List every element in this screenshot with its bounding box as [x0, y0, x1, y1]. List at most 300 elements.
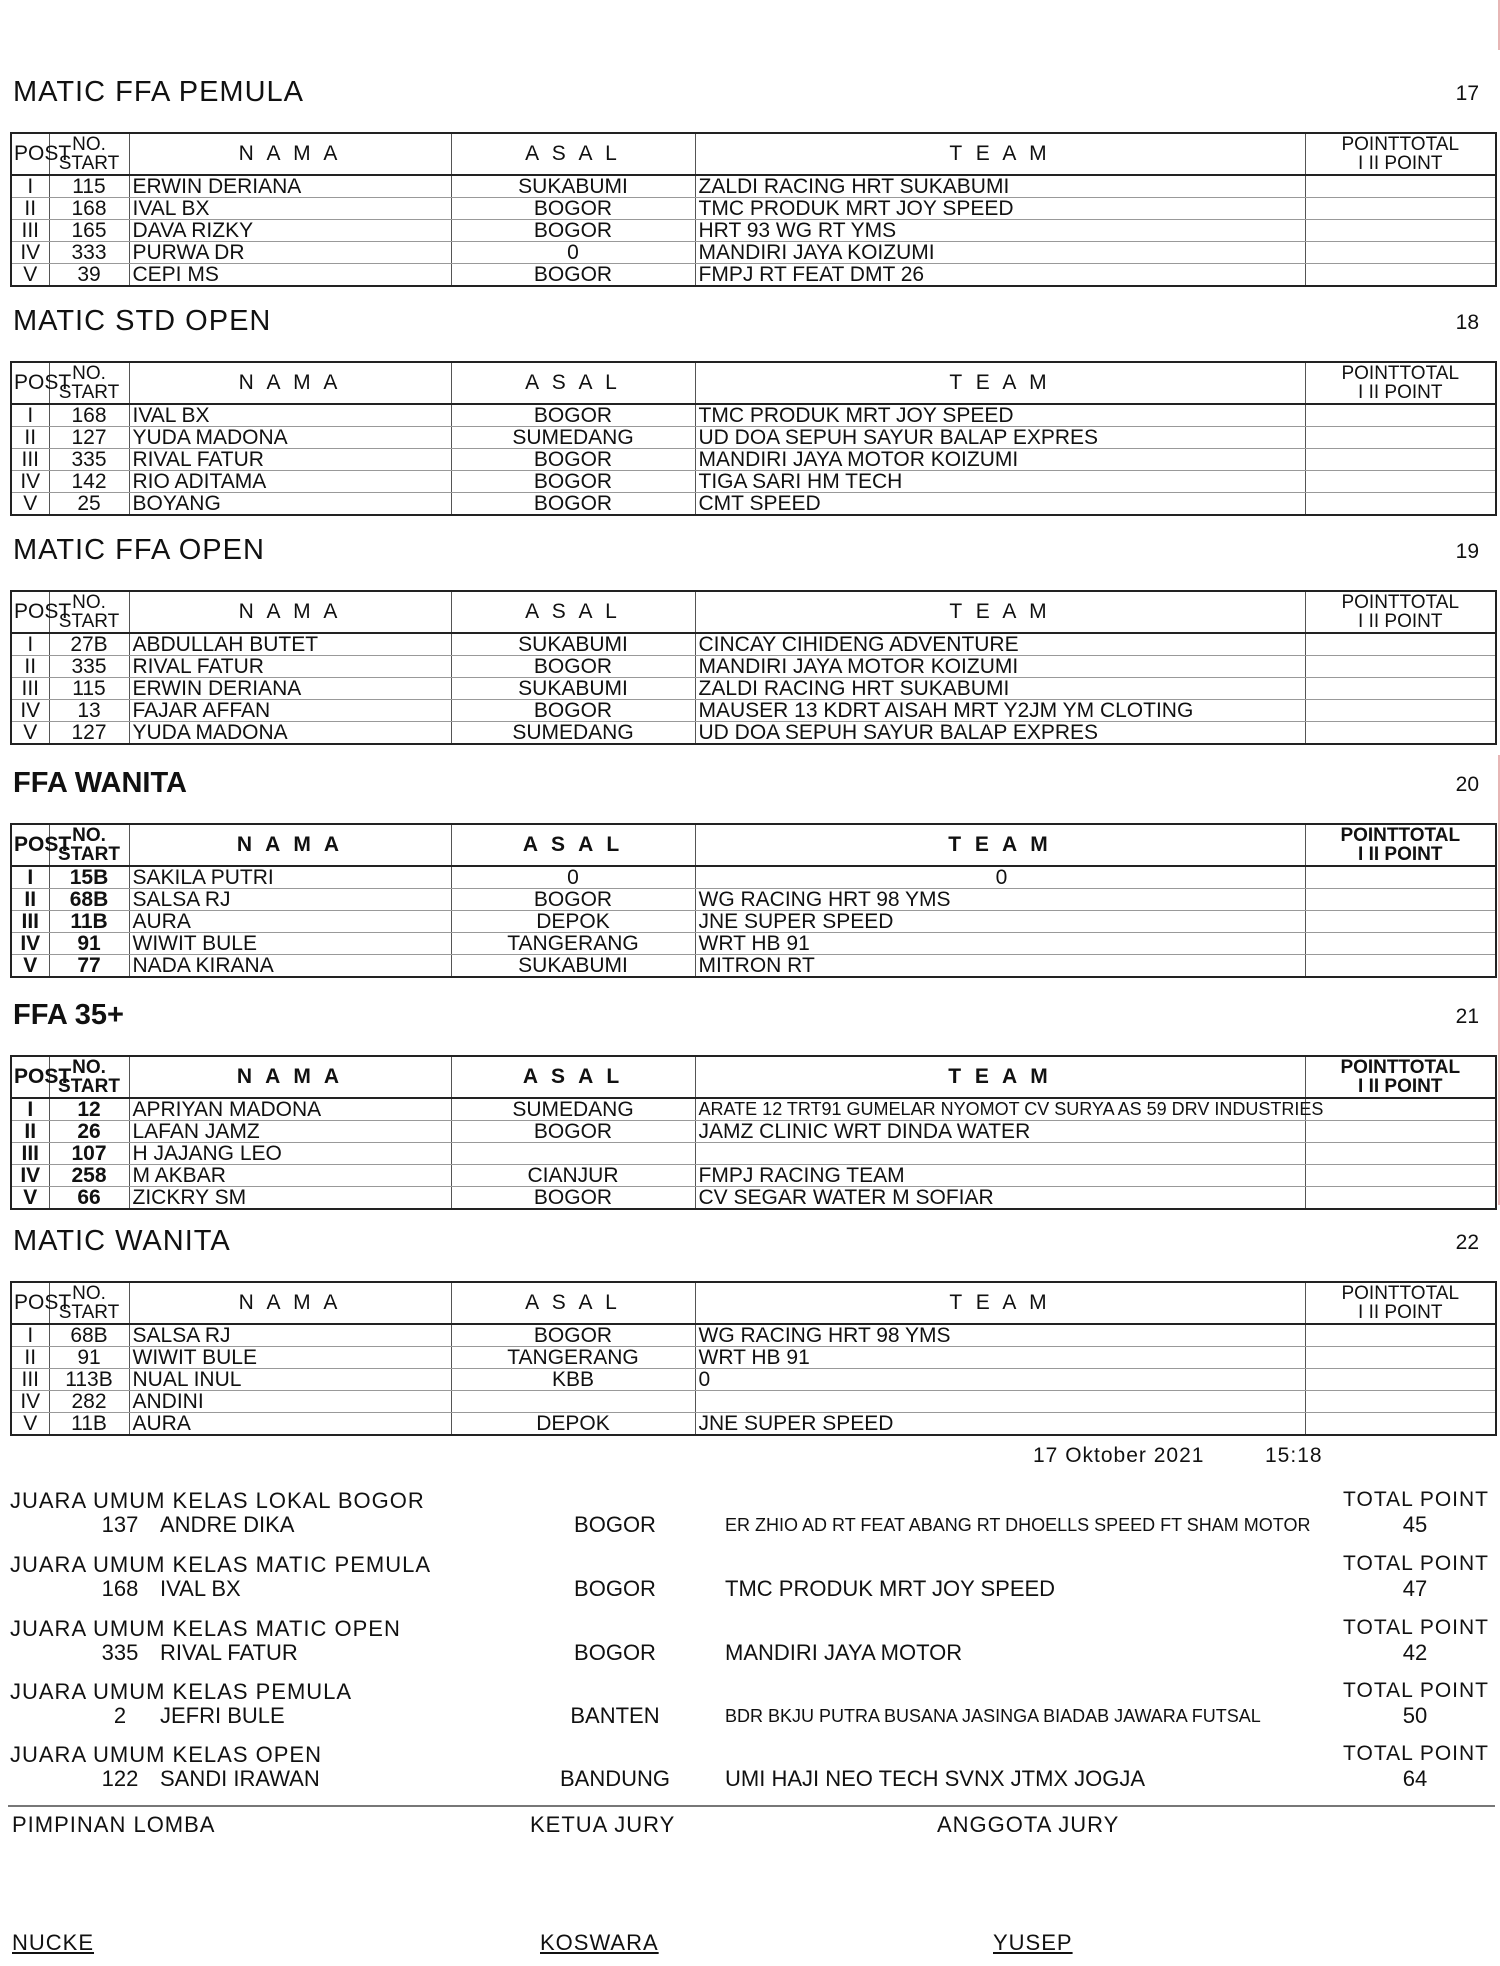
- header-point-rounds: I II: [1358, 1302, 1380, 1323]
- cell-pos: IV: [11, 242, 49, 264]
- cell-no: 168: [49, 404, 129, 427]
- cell-pos: III: [11, 1369, 49, 1391]
- cell-team: MANDIRI JAYA MOTOR KOIZUMI: [695, 449, 1305, 471]
- cell-pos: V: [11, 1413, 49, 1436]
- cell-nama: M AKBAR: [129, 1165, 451, 1187]
- cell-no: 127: [49, 427, 129, 449]
- cell-team: ZALDI RACING HRT SUKABUMI: [695, 175, 1305, 198]
- cell-asal: BOGOR: [451, 1121, 695, 1143]
- cell-no: 91: [49, 933, 129, 955]
- cell-team: FMPJ RT FEAT DMT 26: [695, 264, 1305, 287]
- award-label: JUARA UMUM KELAS MATIC PEMULA: [10, 1552, 431, 1577]
- header-total-point: POINT: [1384, 153, 1443, 174]
- cell-asal: BOGOR: [451, 198, 695, 220]
- cell-pos: II: [11, 656, 49, 678]
- cell-point: [1305, 678, 1496, 700]
- award-pemula: [10, 1679, 1495, 1735]
- award-total-point: 64: [1402, 1766, 1428, 1791]
- cell-asal: BOGOR: [451, 471, 695, 493]
- cell-no: 115: [49, 175, 129, 198]
- results-table: [10, 1055, 1497, 1210]
- header-start: START: [58, 611, 120, 632]
- table-row: [11, 955, 1496, 978]
- cell-point: [1305, 175, 1496, 198]
- header-total-point: POINT: [1384, 1076, 1443, 1097]
- cell-nama: DAVA RIZKY: [129, 220, 451, 242]
- header-nama: N A M A: [129, 133, 451, 175]
- cell-point: [1305, 1121, 1496, 1143]
- signature-name-anggota: YUSEP: [993, 1930, 1073, 1955]
- cell-no: 39: [49, 264, 129, 287]
- signature-divider: [8, 1805, 1495, 1807]
- cell-asal: BOGOR: [451, 889, 695, 911]
- cell-nama: SALSA RJ: [129, 889, 451, 911]
- cell-pos: III: [11, 678, 49, 700]
- cell-point: [1305, 242, 1496, 264]
- header-start: START: [58, 1076, 120, 1097]
- award-rider-name: IVAL BX: [160, 1576, 241, 1601]
- cell-nama: NADA KIRANA: [129, 955, 451, 978]
- cell-team: JAMZ CLINIC WRT DINDA WATER: [695, 1121, 1305, 1143]
- cell-asal: SUKABUMI: [451, 955, 695, 978]
- cell-no: 26: [49, 1121, 129, 1143]
- header-total: TOTAL: [1398, 1057, 1461, 1078]
- cell-nama: ZICKRY SM: [129, 1187, 451, 1210]
- table-row: [11, 471, 1496, 493]
- cell-point: [1305, 955, 1496, 978]
- header-asal: A S A L: [451, 133, 695, 175]
- cell-asal: BOGOR: [451, 493, 695, 516]
- cell-no: 68B: [49, 889, 129, 911]
- table-row: [11, 911, 1496, 933]
- header-point-total: [1305, 1282, 1496, 1324]
- cell-point: [1305, 1143, 1496, 1165]
- award-rider-name: JEFRI BULE: [160, 1703, 285, 1728]
- header-point: POINT: [1341, 592, 1400, 613]
- header-no-start: [49, 362, 129, 404]
- cell-nama: LAFAN JAMZ: [129, 1121, 451, 1143]
- cell-pos: V: [11, 1187, 49, 1210]
- header-point-rounds: I II: [1358, 611, 1380, 632]
- cell-point: [1305, 198, 1496, 220]
- cell-asal: CIANJUR: [451, 1165, 695, 1187]
- header-total-point: POINT: [1384, 382, 1443, 403]
- cell-no: 12: [49, 1098, 129, 1121]
- section-number: 20: [1455, 773, 1479, 796]
- header-nama: N A M A: [129, 1282, 451, 1324]
- award-total-point: 42: [1402, 1640, 1428, 1665]
- cell-nama: SALSA RJ: [129, 1324, 451, 1347]
- cell-team: 0: [695, 1369, 1305, 1391]
- cell-asal: DEPOK: [451, 911, 695, 933]
- table-row: [11, 449, 1496, 471]
- header-point-total: [1305, 824, 1496, 866]
- table-row: [11, 1369, 1496, 1391]
- section-number: 21: [1455, 1005, 1479, 1028]
- table-row: [11, 427, 1496, 449]
- section-title: MATIC FFA OPEN: [13, 534, 265, 566]
- header-pos: POST: [11, 133, 49, 175]
- cell-point: [1305, 449, 1496, 471]
- cell-nama: RIO ADITAMA: [129, 471, 451, 493]
- cell-pos: II: [11, 1121, 49, 1143]
- header-point: POINT: [1340, 825, 1399, 846]
- cell-pos: V: [11, 264, 49, 287]
- cell-asal: TANGERANG: [451, 1347, 695, 1369]
- cell-team: 0: [695, 866, 1305, 889]
- cell-point: [1305, 1324, 1496, 1347]
- cell-pos: II: [11, 1347, 49, 1369]
- cell-team: UD DOA SEPUH SAYUR BALAP EXPRES: [695, 722, 1305, 745]
- cell-team: TMC PRODUK MRT JOY SPEED: [695, 198, 1305, 220]
- header-no: NO.: [72, 1057, 106, 1078]
- cell-point: [1305, 1098, 1496, 1121]
- table-row: [11, 264, 1496, 287]
- header-start: START: [58, 382, 120, 403]
- award-asal: BOGOR: [574, 1640, 656, 1665]
- header-nama: N A M A: [129, 362, 451, 404]
- signature-title-ketua: KETUA JURY: [530, 1812, 676, 1837]
- header-team: T E A M: [695, 591, 1305, 633]
- cell-nama: ERWIN DERIANA: [129, 175, 451, 198]
- award-rider-name: ANDRE DIKA: [160, 1512, 295, 1537]
- header-point-total: [1305, 133, 1496, 175]
- cell-point: [1305, 933, 1496, 955]
- table-row: [11, 889, 1496, 911]
- cell-team: ARATE 12 TRT91 GUMELAR NYOMOT CV SURYA AS 59 DRV INDUSTRIES: [695, 1098, 1305, 1121]
- header-point-rounds: I II: [1358, 1076, 1380, 1097]
- award-label: JUARA UMUM KELAS PEMULA: [10, 1679, 353, 1704]
- cell-team: MANDIRI JAYA KOIZUMI: [695, 242, 1305, 264]
- cell-no: 258: [49, 1165, 129, 1187]
- cell-no: 107: [49, 1143, 129, 1165]
- cell-team: CV SEGAR WATER M SOFIAR: [695, 1187, 1305, 1210]
- award-rider-name: SANDI IRAWAN: [160, 1766, 320, 1791]
- award-team: MANDIRI JAYA MOTOR: [725, 1640, 963, 1665]
- cell-asal: DEPOK: [451, 1413, 695, 1436]
- results-table: [10, 823, 1497, 978]
- cell-no: 13: [49, 700, 129, 722]
- cell-point: [1305, 866, 1496, 889]
- header-team: T E A M: [695, 1282, 1305, 1324]
- header-nama: N A M A: [129, 1056, 451, 1098]
- award-asal: BANTEN: [570, 1703, 660, 1728]
- cell-asal: SUKABUMI: [451, 633, 695, 656]
- table-row: [11, 404, 1496, 427]
- cell-pos: IV: [11, 1391, 49, 1413]
- section-number: 22: [1455, 1231, 1479, 1254]
- signature-name-pimpinan: NUCKE: [12, 1930, 95, 1955]
- cell-no: 27B: [49, 633, 129, 656]
- cell-pos: IV: [11, 700, 49, 722]
- cell-pos: I: [11, 175, 49, 198]
- section-title: FFA 35+: [13, 999, 124, 1031]
- cell-pos: V: [11, 722, 49, 745]
- cell-point: [1305, 911, 1496, 933]
- section-title: FFA WANITA: [13, 767, 187, 799]
- cell-pos: III: [11, 911, 49, 933]
- cell-point: [1305, 889, 1496, 911]
- header-no-start: [49, 591, 129, 633]
- cell-asal: BOGOR: [451, 404, 695, 427]
- header-no: NO.: [72, 363, 106, 384]
- header-team: T E A M: [695, 133, 1305, 175]
- table-row: [11, 656, 1496, 678]
- cell-asal: [451, 1391, 695, 1413]
- report-time: 15:18: [1265, 1444, 1323, 1467]
- header-no: NO.: [72, 1283, 106, 1304]
- cell-asal: SUMEDANG: [451, 427, 695, 449]
- award-team: BDR BKJU PUTRA BUSANA JASINGA BIADAB JAWARA FUTSAL: [725, 1706, 1261, 1726]
- cell-nama: CEPI MS: [129, 264, 451, 287]
- cell-no: 25: [49, 493, 129, 516]
- header-asal: A S A L: [451, 824, 695, 866]
- cell-point: [1305, 264, 1496, 287]
- cell-point: [1305, 493, 1496, 516]
- cell-no: 113B: [49, 1369, 129, 1391]
- header-total: TOTAL: [1399, 592, 1460, 613]
- cell-point: [1305, 656, 1496, 678]
- cell-point: [1305, 1391, 1496, 1413]
- award-team: TMC PRODUK MRT JOY SPEED: [725, 1576, 1056, 1601]
- table-row: [11, 700, 1496, 722]
- header-start: START: [58, 153, 120, 174]
- cell-nama: SAKILA PUTRI: [129, 866, 451, 889]
- header-team: T E A M: [695, 362, 1305, 404]
- cell-nama: RIVAL FATUR: [129, 449, 451, 471]
- cell-no: 335: [49, 656, 129, 678]
- header-point-total: [1305, 362, 1496, 404]
- cell-point: [1305, 1347, 1496, 1369]
- award-total-point: 50: [1402, 1703, 1428, 1728]
- cell-team: [695, 1143, 1305, 1165]
- table-row: [11, 493, 1496, 516]
- cell-team: JNE SUPER SPEED: [695, 911, 1305, 933]
- cell-team: [695, 1391, 1305, 1413]
- cell-nama: WIWIT BULE: [129, 1347, 451, 1369]
- award-start-number: 137: [101, 1512, 139, 1537]
- cell-pos: II: [11, 198, 49, 220]
- cell-asal: 0: [451, 242, 695, 264]
- header-total-point: POINT: [1384, 1302, 1443, 1323]
- cell-point: [1305, 1165, 1496, 1187]
- header-point-total: [1305, 591, 1496, 633]
- cell-asal: BOGOR: [451, 1324, 695, 1347]
- award-total-point: 45: [1402, 1512, 1428, 1537]
- award-asal: BOGOR: [574, 1576, 656, 1601]
- header-point-total: [1305, 1056, 1496, 1098]
- cell-nama: ANDINI: [129, 1391, 451, 1413]
- table-row: [11, 220, 1496, 242]
- total-point-label: TOTAL POINT: [1343, 1742, 1489, 1765]
- award-matic-open: [10, 1616, 1495, 1672]
- cell-team: ZALDI RACING HRT SUKABUMI: [695, 678, 1305, 700]
- cell-pos: I: [11, 1324, 49, 1347]
- cell-asal: SUKABUMI: [451, 678, 695, 700]
- cell-pos: V: [11, 955, 49, 978]
- section-number: 19: [1455, 540, 1479, 563]
- header-start: START: [58, 1302, 120, 1323]
- header-total: TOTAL: [1399, 134, 1460, 155]
- cell-no: 11B: [49, 1413, 129, 1436]
- header-point: POINT: [1341, 134, 1400, 155]
- table-row: [11, 678, 1496, 700]
- award-rider-name: RIVAL FATUR: [160, 1640, 298, 1665]
- cell-no: 15B: [49, 866, 129, 889]
- cell-no: 335: [49, 449, 129, 471]
- cell-point: [1305, 1187, 1496, 1210]
- cell-pos: IV: [11, 471, 49, 493]
- cell-asal: BOGOR: [451, 220, 695, 242]
- cell-point: [1305, 471, 1496, 493]
- cell-asal: [451, 1143, 695, 1165]
- table-row: [11, 1121, 1496, 1143]
- cell-pos: I: [11, 404, 49, 427]
- cell-team: MANDIRI JAYA MOTOR KOIZUMI: [695, 656, 1305, 678]
- table-row: [11, 1187, 1496, 1210]
- header-start: START: [58, 844, 120, 865]
- header-pos: POST: [11, 824, 49, 866]
- cell-team: WG RACING HRT 98 YMS: [695, 889, 1305, 911]
- award-team: ER ZHIO AD RT FEAT ABANG RT DHOELLS SPEED FT SHAM MOTOR: [725, 1515, 1311, 1535]
- header-pos: POST: [11, 362, 49, 404]
- cell-asal: BOGOR: [451, 264, 695, 287]
- cell-point: [1305, 1369, 1496, 1391]
- table-row: [11, 1165, 1496, 1187]
- award-start-number: 335: [101, 1640, 139, 1665]
- header-total: TOTAL: [1399, 363, 1460, 384]
- cell-team: FMPJ RACING TEAM: [695, 1165, 1305, 1187]
- cell-team: TMC PRODUK MRT JOY SPEED: [695, 404, 1305, 427]
- results-table: [10, 361, 1497, 516]
- cell-asal: SUKABUMI: [451, 175, 695, 198]
- total-point-label: TOTAL POINT: [1343, 1552, 1489, 1575]
- cell-no: 77: [49, 955, 129, 978]
- cell-nama: FAJAR AFFAN: [129, 700, 451, 722]
- header-pos: POST: [11, 1056, 49, 1098]
- cell-point: [1305, 1413, 1496, 1436]
- cell-nama: AURA: [129, 1413, 451, 1436]
- header-total: TOTAL: [1399, 1283, 1460, 1304]
- total-point-label: TOTAL POINT: [1343, 1616, 1489, 1639]
- header-nama: N A M A: [129, 591, 451, 633]
- cell-point: [1305, 427, 1496, 449]
- cell-team: WRT HB 91: [695, 933, 1305, 955]
- header-point-rounds: I II: [1358, 844, 1380, 865]
- table-row: [11, 1098, 1496, 1121]
- cell-team: UD DOA SEPUH SAYUR BALAP EXPRES: [695, 427, 1305, 449]
- signature-title-pimpinan: PIMPINAN LOMBA: [12, 1812, 216, 1837]
- header-point: POINT: [1341, 363, 1400, 384]
- cell-pos: IV: [11, 1165, 49, 1187]
- total-point-label: TOTAL POINT: [1343, 1679, 1489, 1702]
- table-row: [11, 633, 1496, 656]
- header-total: TOTAL: [1398, 825, 1461, 846]
- cell-asal: BOGOR: [451, 449, 695, 471]
- cell-pos: II: [11, 427, 49, 449]
- header-total-point: POINT: [1384, 611, 1443, 632]
- cell-no: 68B: [49, 1324, 129, 1347]
- cell-asal: SUMEDANG: [451, 1098, 695, 1121]
- cell-point: [1305, 722, 1496, 745]
- cell-asal: BOGOR: [451, 700, 695, 722]
- header-point: POINT: [1340, 1057, 1399, 1078]
- cell-nama: IVAL BX: [129, 198, 451, 220]
- header-point-rounds: I II: [1358, 153, 1380, 174]
- signature-name-ketua: KOSWARA: [540, 1930, 659, 1955]
- award-total-point: 47: [1402, 1576, 1428, 1601]
- award-label: JUARA UMUM KELAS LOKAL BOGOR: [10, 1488, 425, 1513]
- header-no-start: [49, 1282, 129, 1324]
- cell-team: WRT HB 91: [695, 1347, 1305, 1369]
- header-asal: A S A L: [451, 591, 695, 633]
- cell-nama: WIWIT BULE: [129, 933, 451, 955]
- table-row: [11, 1143, 1496, 1165]
- cell-nama: IVAL BX: [129, 404, 451, 427]
- cell-point: [1305, 220, 1496, 242]
- cell-pos: I: [11, 1098, 49, 1121]
- cell-pos: I: [11, 633, 49, 656]
- cell-nama: PURWA DR: [129, 242, 451, 264]
- cell-nama: ABDULLAH BUTET: [129, 633, 451, 656]
- award-asal: BANDUNG: [559, 1766, 670, 1791]
- header-point-rounds: I II: [1358, 382, 1380, 403]
- section-title: MATIC FFA PEMULA: [13, 76, 305, 108]
- award-lokal-bogor: [10, 1488, 1495, 1544]
- header-total-point: POINT: [1384, 844, 1443, 865]
- cell-no: 115: [49, 678, 129, 700]
- results-table: [10, 590, 1497, 745]
- cell-no: 168: [49, 198, 129, 220]
- award-label: JUARA UMUM KELAS MATIC OPEN: [10, 1616, 401, 1641]
- award-matic-pemula: [10, 1552, 1495, 1608]
- cell-team: HRT 93 WG RT YMS: [695, 220, 1305, 242]
- table-row: [11, 175, 1496, 198]
- cell-no: 333: [49, 242, 129, 264]
- results-table: [10, 1281, 1497, 1436]
- cell-team: MITRON RT: [695, 955, 1305, 978]
- cell-nama: YUDA MADONA: [129, 722, 451, 745]
- cell-nama: NUAL INUL: [129, 1369, 451, 1391]
- header-asal: A S A L: [451, 1282, 695, 1324]
- award-asal: BOGOR: [574, 1512, 656, 1537]
- cell-nama: YUDA MADONA: [129, 427, 451, 449]
- section-title: MATIC STD OPEN: [13, 305, 272, 337]
- table-row: [11, 1413, 1496, 1436]
- cell-team: CINCAY CIHIDENG ADVENTURE: [695, 633, 1305, 656]
- section-number: 17: [1455, 82, 1479, 105]
- cell-pos: III: [11, 449, 49, 471]
- cell-no: 142: [49, 471, 129, 493]
- header-no-start: [49, 1056, 129, 1098]
- cell-no: 66: [49, 1187, 129, 1210]
- header-no: NO.: [72, 134, 106, 155]
- cell-pos: V: [11, 493, 49, 516]
- cell-nama: BOYANG: [129, 493, 451, 516]
- cell-pos: III: [11, 220, 49, 242]
- award-start-number: 168: [101, 1576, 139, 1601]
- award-team: UMI HAJI NEO TECH SVNX JTMX JOGJA: [725, 1766, 1146, 1791]
- cell-no: 165: [49, 220, 129, 242]
- header-no-start: [49, 824, 129, 866]
- cell-nama: ERWIN DERIANA: [129, 678, 451, 700]
- cell-asal: TANGERANG: [451, 933, 695, 955]
- award-label: JUARA UMUM KELAS OPEN: [10, 1742, 322, 1767]
- header-no: NO.: [72, 825, 106, 846]
- header-asal: A S A L: [451, 362, 695, 404]
- cell-nama: RIVAL FATUR: [129, 656, 451, 678]
- results-table: [10, 132, 1497, 287]
